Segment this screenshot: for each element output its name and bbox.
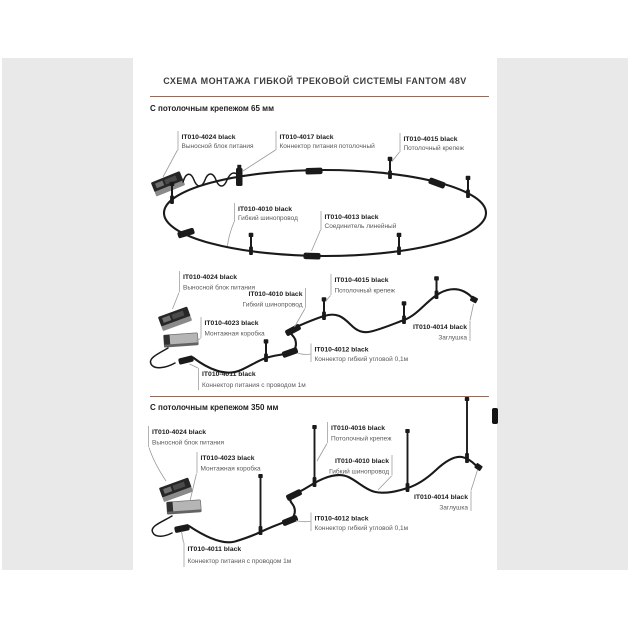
svg-text:IT010-4024 black: IT010-4024 black — [183, 274, 238, 281]
ceiling-mount-icon — [402, 301, 407, 324]
ceiling-power-connector-icon — [236, 165, 243, 186]
svg-text:IT010-4023 black: IT010-4023 black — [200, 455, 255, 462]
svg-text:Монтажная коробка: Монтажная коробка — [200, 465, 261, 473]
diagram-run-65mm — [140, 264, 496, 395]
power-supply-icon — [159, 477, 193, 502]
svg-text:Гибкий шинопровод: Гибкий шинопровод — [242, 301, 303, 309]
svg-text:Коннектор питания с проводом 1: Коннектор питания с проводом 1м — [202, 382, 306, 389]
svg-text:Гибкий шинопровод: Гибкий шинопровод — [329, 468, 389, 476]
svg-text:Выносной блок питания: Выносной блок питания — [183, 284, 256, 292]
diagram-ring-65mm — [140, 122, 496, 264]
svg-text:Потолочный крепеж: Потолочный крепеж — [403, 145, 464, 152]
label-it010-4024 — [149, 426, 225, 481]
svg-text:IT010-4023 black: IT010-4023 black — [204, 320, 259, 327]
svg-text:IT010-4010 black: IT010-4010 black — [238, 206, 293, 213]
power-wire — [183, 173, 238, 186]
corner-connector-icon — [285, 489, 302, 502]
power-feed-connector-icon — [174, 524, 190, 533]
power-supply-icon — [158, 306, 192, 331]
page-title: СХЕМА МОНТАЖА ГИБКОЙ ТРЕКОВОЙ СИСТЕМЫ FANTOM 48V — [163, 76, 467, 86]
label-it010-4015 — [392, 133, 465, 162]
ceiling-mount-350-icon — [405, 429, 409, 492]
linear-connector-icon — [305, 168, 322, 175]
svg-text:IT010-4017 black: IT010-4017 black — [279, 134, 334, 141]
svg-text:Коннектор гибкий угловой 0,1м: Коннектор гибкий угловой 0,1м — [314, 525, 409, 532]
section-heading-65mm: С потолочным крепежом 65 мм — [150, 104, 274, 113]
ceiling-mount-icon — [397, 233, 402, 255]
ceiling-mount-350-icon — [465, 397, 469, 463]
svg-text:Коннектор гибкий угловой 0,1м: Коннектор гибкий угловой 0,1м — [314, 356, 409, 363]
ceiling-mount-350-icon — [312, 425, 316, 487]
svg-text:Заглушка: Заглушка — [439, 504, 468, 512]
svg-text:Монтажная коробка: Монтажная коробка — [204, 330, 265, 338]
left-gray-panel — [2, 58, 133, 570]
ceiling-mount-icon — [434, 276, 439, 299]
label-it010-4010 — [228, 203, 299, 246]
mounting-box-icon — [164, 333, 199, 347]
svg-text:IT010-4014 black: IT010-4014 black — [413, 494, 468, 501]
svg-text:IT010-4015 black: IT010-4015 black — [334, 277, 389, 284]
svg-text:Соединитель линейный: Соединитель линейный — [324, 223, 397, 230]
ceiling-mount-icon — [170, 182, 175, 204]
svg-text:IT010-4013 black: IT010-4013 black — [324, 214, 379, 221]
linear-connector-icon — [428, 177, 446, 189]
label-it010-4013 — [312, 211, 397, 251]
label-it010-4012 — [296, 513, 409, 533]
label-it010-4012 — [298, 344, 409, 364]
label-it010-4015 — [326, 274, 396, 302]
svg-text:Гибкий шинопровод: Гибкий шинопровод — [238, 215, 298, 222]
svg-text:Выносной блок питания: Выносной блок питания — [181, 143, 254, 150]
power-supply-icon — [151, 171, 185, 197]
label-it010-4016 — [317, 422, 392, 461]
svg-text:Выносной блок питания: Выносной блок питания — [152, 439, 225, 447]
svg-text:Потолочный крепеж: Потолочный крепеж — [334, 287, 395, 295]
right-gray-panel — [497, 58, 628, 570]
ceiling-mount-icon — [264, 339, 269, 362]
ceiling-mount-icon — [249, 233, 254, 255]
svg-text:IT010-4010 black: IT010-4010 black — [334, 458, 389, 465]
corner-connector-icon — [281, 347, 298, 358]
svg-text:Коннектор питания с проводом 1: Коннектор питания с проводом 1м — [187, 558, 292, 565]
label-it010-4011 — [182, 532, 292, 568]
svg-text:IT010-4024 black: IT010-4024 black — [152, 429, 207, 436]
svg-text:Потолочный крепеж: Потолочный крепеж — [331, 435, 392, 443]
label-it010-4011 — [190, 364, 307, 390]
svg-text:IT010-4015 black: IT010-4015 black — [403, 136, 458, 143]
svg-text:IT010-4016 black: IT010-4016 black — [331, 425, 386, 432]
ceiling-mount-icon — [388, 157, 393, 179]
mounting-box-icon — [167, 500, 202, 514]
power-wire — [150, 348, 175, 368]
svg-text:Коннектор питания потолочный: Коннектор питания потолочный — [279, 143, 375, 150]
label-it010-4014 — [414, 470, 478, 512]
label-it010-4023 — [196, 317, 265, 341]
label-it010-4023 — [190, 452, 261, 501]
label-it010-4014 — [413, 304, 474, 342]
svg-text:IT010-4014 black: IT010-4014 black — [412, 324, 467, 331]
svg-text:Заглушка: Заглушка — [438, 334, 467, 342]
ceiling-mount-icon — [322, 297, 327, 320]
svg-text:IT010-4024 black: IT010-4024 black — [181, 134, 236, 141]
linear-connector-icon — [303, 253, 320, 260]
section-heading-350mm: С потолочным крепежом 350 мм — [150, 403, 279, 412]
ceiling-mount-350-icon — [258, 474, 262, 535]
svg-text:IT010-4011 black: IT010-4011 black — [187, 546, 242, 553]
accent-divider — [150, 96, 489, 97]
label-it010-4017 — [243, 131, 375, 171]
svg-text:IT010-4011 black: IT010-4011 black — [202, 371, 256, 378]
svg-text:IT010-4012 black: IT010-4012 black — [314, 515, 369, 523]
power-feed-connector-icon — [178, 355, 194, 365]
diagram-run-350mm — [140, 396, 500, 592]
svg-text:IT010-4012 black: IT010-4012 black — [314, 346, 369, 354]
ceiling-mount-icon — [466, 176, 471, 198]
power-wire — [152, 516, 172, 536]
svg-text:IT010-4010 black: IT010-4010 black — [248, 291, 303, 298]
